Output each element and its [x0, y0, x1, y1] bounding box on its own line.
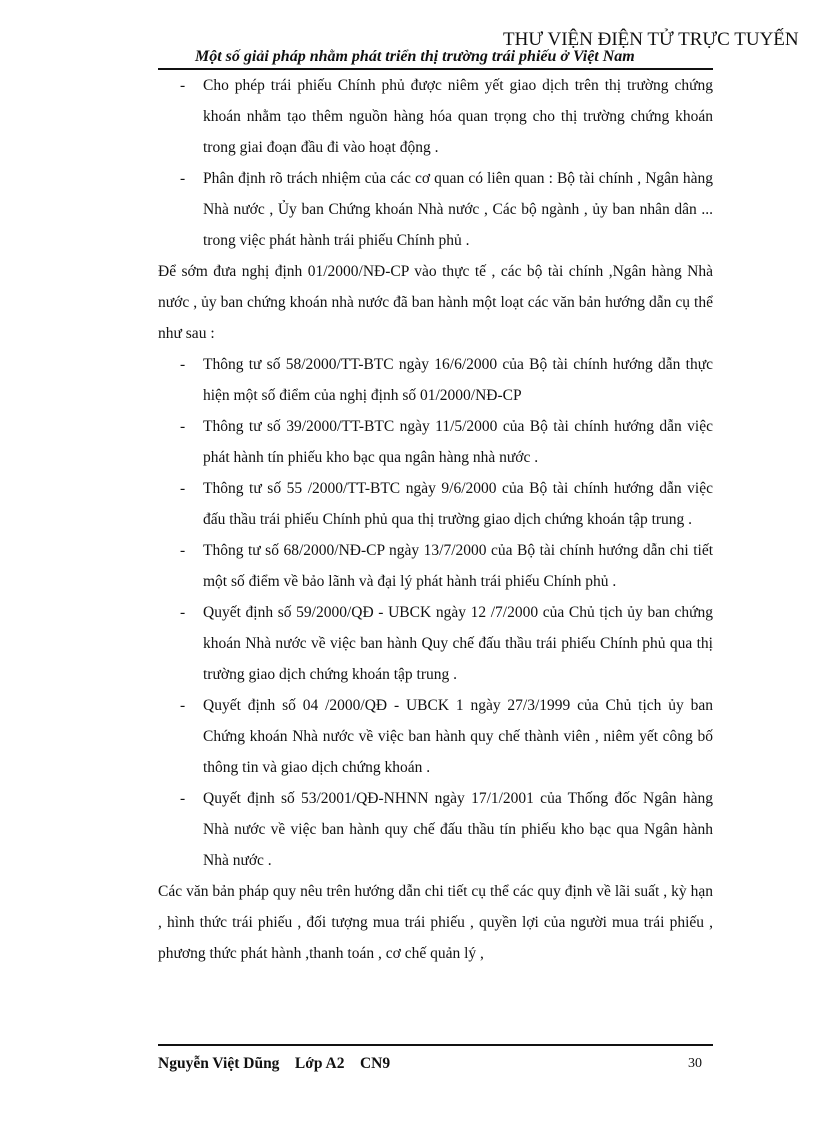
bullet-dash: - [180, 697, 186, 714]
bullet-dash: - [180, 418, 186, 435]
list-item [158, 411, 713, 473]
list-item-text: Quyết định số 53/2001/QĐ-NHNN ngày 17/1/2001 của Thống đốc Ngân hàng Nhà nước về việc ban hành quy chế đấu thầu tín phiếu kho bạc qua Ngân hành Nhà nước . [203, 790, 713, 869]
list-item-text: Thông tư số 58/2000/TT-BTC ngày 16/6/2000 của Bộ tài chính hướng dẫn thực hiện một số điểm của nghị định số 01/2000/NĐ-CP [203, 356, 713, 404]
page-header-title: Một số giải pháp nhằm phát triển thị trường trái phiếu ở Việt Nam [195, 48, 635, 65]
bullet-dash: - [180, 604, 186, 621]
list-item [158, 597, 713, 690]
bullet-dash: - [180, 77, 186, 94]
list-item-text: Cho phép trái phiếu Chính phủ được niêm yết giao dịch trên thị trường chứng khoán nhằm tạo thêm nguồn hàng hóa quan trọng cho thị trường chứng khoán trong giai đoạn đầu đi vào hoạt động . [203, 77, 713, 156]
list-item-text: Quyết định số 59/2000/QĐ - UBCK ngày 12 /7/2000 của Chủ tịch ủy ban chứng khoán Nhà nước về việc ban hành Quy chế đấu thầu trái phiếu Chính phủ qua thị trường giao dịch chứng khoán tập trung . [203, 604, 713, 683]
list-item-text: Quyết định số 04 /2000/QĐ - UBCK 1 ngày 27/3/1999 của Chủ tịch ủy ban Chứng khoán Nhà nước về việc ban hành quy chế thành viên , niêm yết công bố thông tin và giao dịch chứng khoán . [203, 697, 713, 776]
paragraph-conclusion: Các văn bản pháp quy nêu trên hướng dẫn chi tiết cụ thể các quy định về lãi suất , kỳ hạn , hình thức trái phiếu , đối tượng mua trái phiếu , quyền lợi của người mua trái phiếu , phương thức phát hành ,thanh toán , cơ chế quản lý , [158, 883, 713, 962]
watermark-text: THƯ VIỆN ĐIỆN TỬ TRỰC TUYẾN [503, 29, 799, 50]
list-item-text: Thông tư số 55 /2000/TT-BTC ngày 9/6/2000 của Bộ tài chính hướng dẫn việc đấu thầu trái phiếu Chính phủ qua thị trường giao dịch chứng khoán tập trung . [203, 480, 713, 528]
bullet-dash: - [180, 170, 186, 187]
page-number: 30 [688, 1056, 702, 1071]
bullet-dash: - [180, 480, 186, 497]
list-item [158, 783, 713, 876]
list-item [158, 473, 713, 535]
list-item [158, 70, 713, 163]
bullet-dash: - [180, 542, 186, 559]
bullet-dash: - [180, 790, 186, 807]
list-item [158, 349, 713, 411]
list-item-text: Thông tư số 68/2000/NĐ-CP ngày 13/7/2000 của Bộ tài chính hướng dẫn chi tiết một số điểm về bảo lãnh và đại lý phát hành trái phiếu Chính phủ . [203, 542, 713, 590]
paragraph-intro: Để sớm đưa nghị định 01/2000/NĐ-CP vào thực tế , các bộ tài chính ,Ngân hàng Nhà nước , ủy ban chứng khoán nhà nước đã ban hành một loạt các văn bản hướng dẫn cụ thể như sau : [158, 263, 713, 342]
footer-divider [158, 1044, 713, 1046]
list-item [158, 163, 713, 256]
list-item-text: Thông tư số 39/2000/TT-BTC ngày 11/5/2000 của Bộ tài chính hướng dẫn việc phát hành tín phiếu kho bạc qua ngân hàng nhà nước . [203, 418, 713, 466]
list-item-text: Phân định rõ trách nhiệm của các cơ quan có liên quan : Bộ tài chính , Ngân hàng Nhà nước , Ủy ban Chứng khoán Nhà nước , Các bộ ngành , ủy ban nhân dân ... trong việc phát hành trái phiếu Chính phủ . [203, 170, 713, 249]
bullet-dash: - [180, 356, 186, 373]
document-body [158, 70, 713, 969]
list-item [158, 690, 713, 783]
footer-author: Nguyễn Việt Dũng Lớp A2 CN9 [158, 1055, 391, 1072]
list-item [158, 535, 713, 597]
